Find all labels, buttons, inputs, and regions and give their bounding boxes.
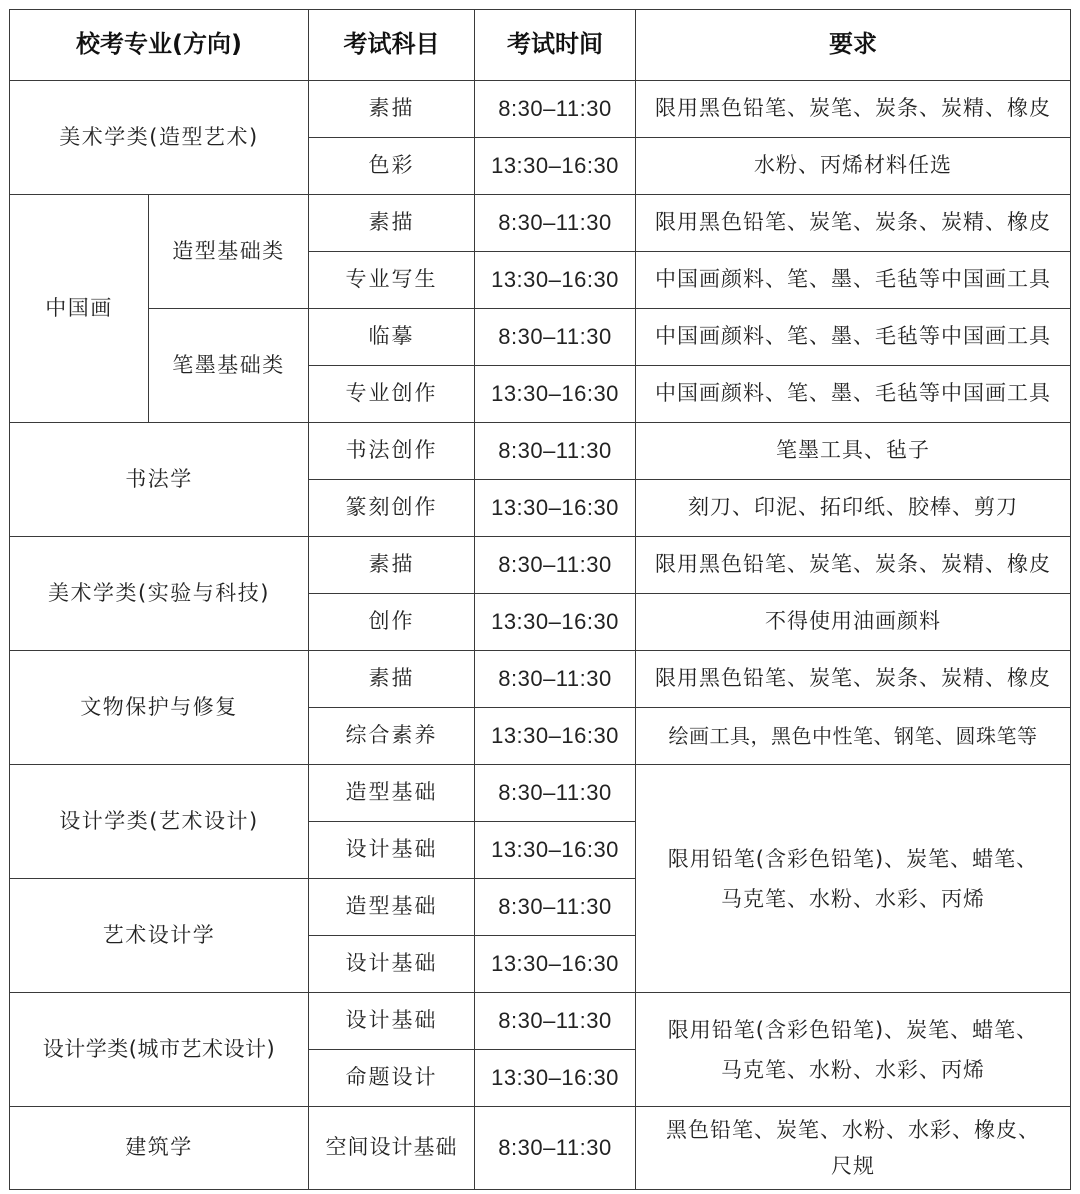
requirement-line: 黑色铅笔、炭笔、水粉、水彩、橡皮、 bbox=[666, 1118, 1040, 1142]
subject-cell: 设计基础 bbox=[309, 822, 475, 879]
subject-cell: 篆刻创作 bbox=[309, 480, 475, 537]
subject-cell: 设计基础 bbox=[309, 993, 475, 1050]
time-cell: 13:30–16:30 bbox=[475, 822, 636, 879]
major-cell: 建筑学 bbox=[10, 1107, 309, 1190]
requirement-cell: 限用黑色铅笔、炭笔、炭条、炭精、橡皮 bbox=[636, 195, 1071, 252]
time-cell: 13:30–16:30 bbox=[475, 138, 636, 195]
requirement-cell: 限用黑色铅笔、炭笔、炭条、炭精、橡皮 bbox=[636, 81, 1071, 138]
subject-cell: 专业创作 bbox=[309, 366, 475, 423]
requirement-cell: 中国画颜料、笔、墨、毛毡等中国画工具 bbox=[636, 309, 1071, 366]
time-cell: 8:30–11:30 bbox=[475, 423, 636, 480]
time-cell: 13:30–16:30 bbox=[475, 708, 636, 765]
requirement-line: 尺规 bbox=[831, 1154, 875, 1178]
exam-schedule-table bbox=[9, 9, 1071, 1190]
table-row bbox=[10, 993, 1071, 1050]
subject-cell: 创作 bbox=[309, 594, 475, 651]
table-row bbox=[10, 423, 1071, 480]
time-cell: 8:30–11:30 bbox=[475, 309, 636, 366]
header-subject: 考试科目 bbox=[309, 10, 475, 81]
subject-cell: 设计基础 bbox=[309, 936, 475, 993]
table-row bbox=[10, 1107, 1071, 1190]
requirement-cell: 不得使用油画颜料 bbox=[636, 594, 1071, 651]
time-cell: 13:30–16:30 bbox=[475, 936, 636, 993]
time-cell: 8:30–11:30 bbox=[475, 765, 636, 822]
subject-cell: 素描 bbox=[309, 651, 475, 708]
requirement-line: 马克笔、水粉、水彩、丙烯 bbox=[721, 886, 985, 911]
major-cell: 设计学类(城市艺术设计) bbox=[10, 993, 309, 1107]
table-row bbox=[10, 81, 1071, 138]
subject-cell: 素描 bbox=[309, 81, 475, 138]
requirement-cell-merged bbox=[636, 765, 1071, 993]
subject-cell: 临摹 bbox=[309, 309, 475, 366]
subject-cell: 造型基础 bbox=[309, 879, 475, 936]
table-row bbox=[10, 537, 1071, 594]
requirement-cell: 刻刀、印泥、拓印纸、胶棒、剪刀 bbox=[636, 480, 1071, 537]
time-cell: 13:30–16:30 bbox=[475, 366, 636, 423]
requirement-cell: 限用黑色铅笔、炭笔、炭条、炭精、橡皮 bbox=[636, 537, 1071, 594]
requirement-cell: 中国画颜料、笔、墨、毛毡等中国画工具 bbox=[636, 366, 1071, 423]
major-cell: 文物保护与修复 bbox=[10, 651, 309, 765]
time-cell: 8:30–11:30 bbox=[475, 81, 636, 138]
major-cell: 设计学类(艺术设计) bbox=[10, 765, 309, 879]
table-row bbox=[10, 765, 1071, 822]
major-cell: 美术学类(实验与科技) bbox=[10, 537, 309, 651]
requirement-line: 马克笔、水粉、水彩、丙烯 bbox=[721, 1057, 985, 1082]
header-requirement: 要求 bbox=[636, 10, 1071, 81]
subject-cell: 造型基础 bbox=[309, 765, 475, 822]
table-row bbox=[10, 309, 1071, 366]
major-cell: 艺术设计学 bbox=[10, 879, 309, 993]
time-cell: 8:30–11:30 bbox=[475, 537, 636, 594]
time-cell: 8:30–11:30 bbox=[475, 879, 636, 936]
table-row bbox=[10, 195, 1071, 252]
time-cell: 8:30–11:30 bbox=[475, 1107, 636, 1190]
requirement-cell: 中国画颜料、笔、墨、毛毡等中国画工具 bbox=[636, 252, 1071, 309]
requirement-line: 限用铅笔(含彩色铅笔)、炭笔、蜡笔、 bbox=[667, 846, 1039, 871]
time-cell: 13:30–16:30 bbox=[475, 1050, 636, 1107]
requirement-line: 限用铅笔(含彩色铅笔)、炭笔、蜡笔、 bbox=[667, 1017, 1039, 1042]
requirement-cell: 笔墨工具、毡子 bbox=[636, 423, 1071, 480]
requirement-cell: 限用黑色铅笔、炭笔、炭条、炭精、橡皮 bbox=[636, 651, 1071, 708]
time-cell: 13:30–16:30 bbox=[475, 252, 636, 309]
subject-cell: 命题设计 bbox=[309, 1050, 475, 1107]
requirement-cell-merged bbox=[636, 993, 1071, 1107]
time-cell: 13:30–16:30 bbox=[475, 480, 636, 537]
header-row bbox=[10, 10, 1071, 81]
requirement-cell: 绘画工具，黑色中性笔、钢笔、圆珠笔等 bbox=[636, 708, 1071, 765]
header-time: 考试时间 bbox=[475, 10, 636, 81]
time-cell: 8:30–11:30 bbox=[475, 651, 636, 708]
subject-cell: 空间设计基础 bbox=[309, 1107, 475, 1190]
requirement-cell: 水粉、丙烯材料任选 bbox=[636, 138, 1071, 195]
header-major: 校考专业(方向) bbox=[10, 10, 309, 81]
subject-cell: 综合素养 bbox=[309, 708, 475, 765]
major-cell: 中国画 bbox=[10, 195, 149, 423]
sub-major-cell: 造型基础类 bbox=[149, 195, 309, 309]
subject-cell: 素描 bbox=[309, 537, 475, 594]
subject-cell: 素描 bbox=[309, 195, 475, 252]
subject-cell: 专业写生 bbox=[309, 252, 475, 309]
major-cell: 美术学类(造型艺术) bbox=[10, 81, 309, 195]
time-cell: 13:30–16:30 bbox=[475, 594, 636, 651]
time-cell: 8:30–11:30 bbox=[475, 993, 636, 1050]
sub-major-cell: 笔墨基础类 bbox=[149, 309, 309, 423]
subject-cell: 书法创作 bbox=[309, 423, 475, 480]
major-cell: 书法学 bbox=[10, 423, 309, 537]
table-row bbox=[10, 651, 1071, 708]
time-cell: 8:30–11:30 bbox=[475, 195, 636, 252]
requirement-cell bbox=[636, 1107, 1071, 1190]
subject-cell: 色彩 bbox=[309, 138, 475, 195]
